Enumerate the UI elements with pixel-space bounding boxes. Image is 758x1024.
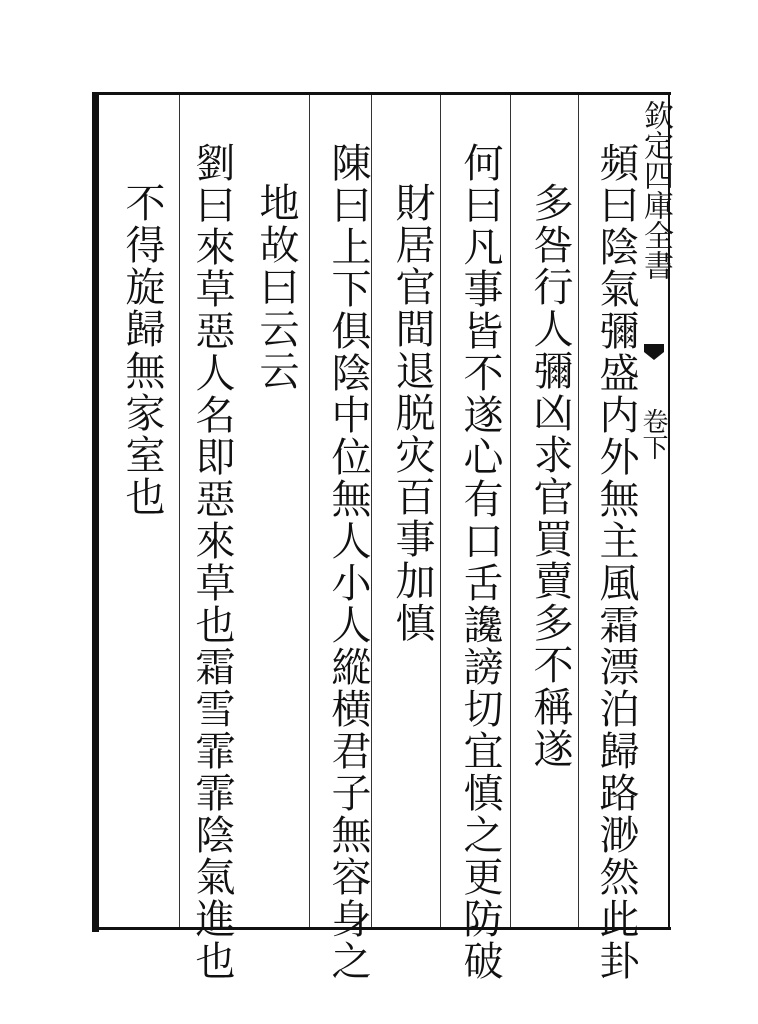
frame-left-border (92, 92, 99, 932)
column-rule (179, 95, 180, 927)
column-rule (309, 95, 310, 927)
frame-top-border (96, 92, 671, 95)
text-column-3: 何曰凡事皆不遂心有口舌讒謗切宜慎之更防破 (457, 142, 503, 982)
column-rule (510, 95, 511, 927)
text-column-6: 地故曰云云 (253, 182, 299, 392)
volume-label: 卷下 (638, 408, 668, 460)
column-rule (440, 95, 441, 927)
book-title: 欽定四庫全書 (638, 100, 673, 280)
text-column-4: 財居官間退脱灾百事加慎 (389, 182, 435, 644)
text-column-2: 多咎行人彌凶求官買賣多不稱遂 (527, 182, 573, 770)
text-column-8: 不得旋歸無家室也 (119, 182, 165, 518)
frame-bottom-border (96, 927, 671, 930)
text-column-1: 頻曰陰氣彌盛内外無主風霜漂泊歸路渺然此卦 (593, 142, 639, 982)
column-rule (578, 95, 579, 927)
fishtail-mark-icon (642, 342, 666, 366)
text-column-7: 劉曰來草惡人名即惡來草也霜雪霏霏陰氣進也 (189, 142, 235, 982)
text-column-5: 陳曰上下俱陰中位無人小人縱横君子無容身之 (325, 142, 371, 982)
